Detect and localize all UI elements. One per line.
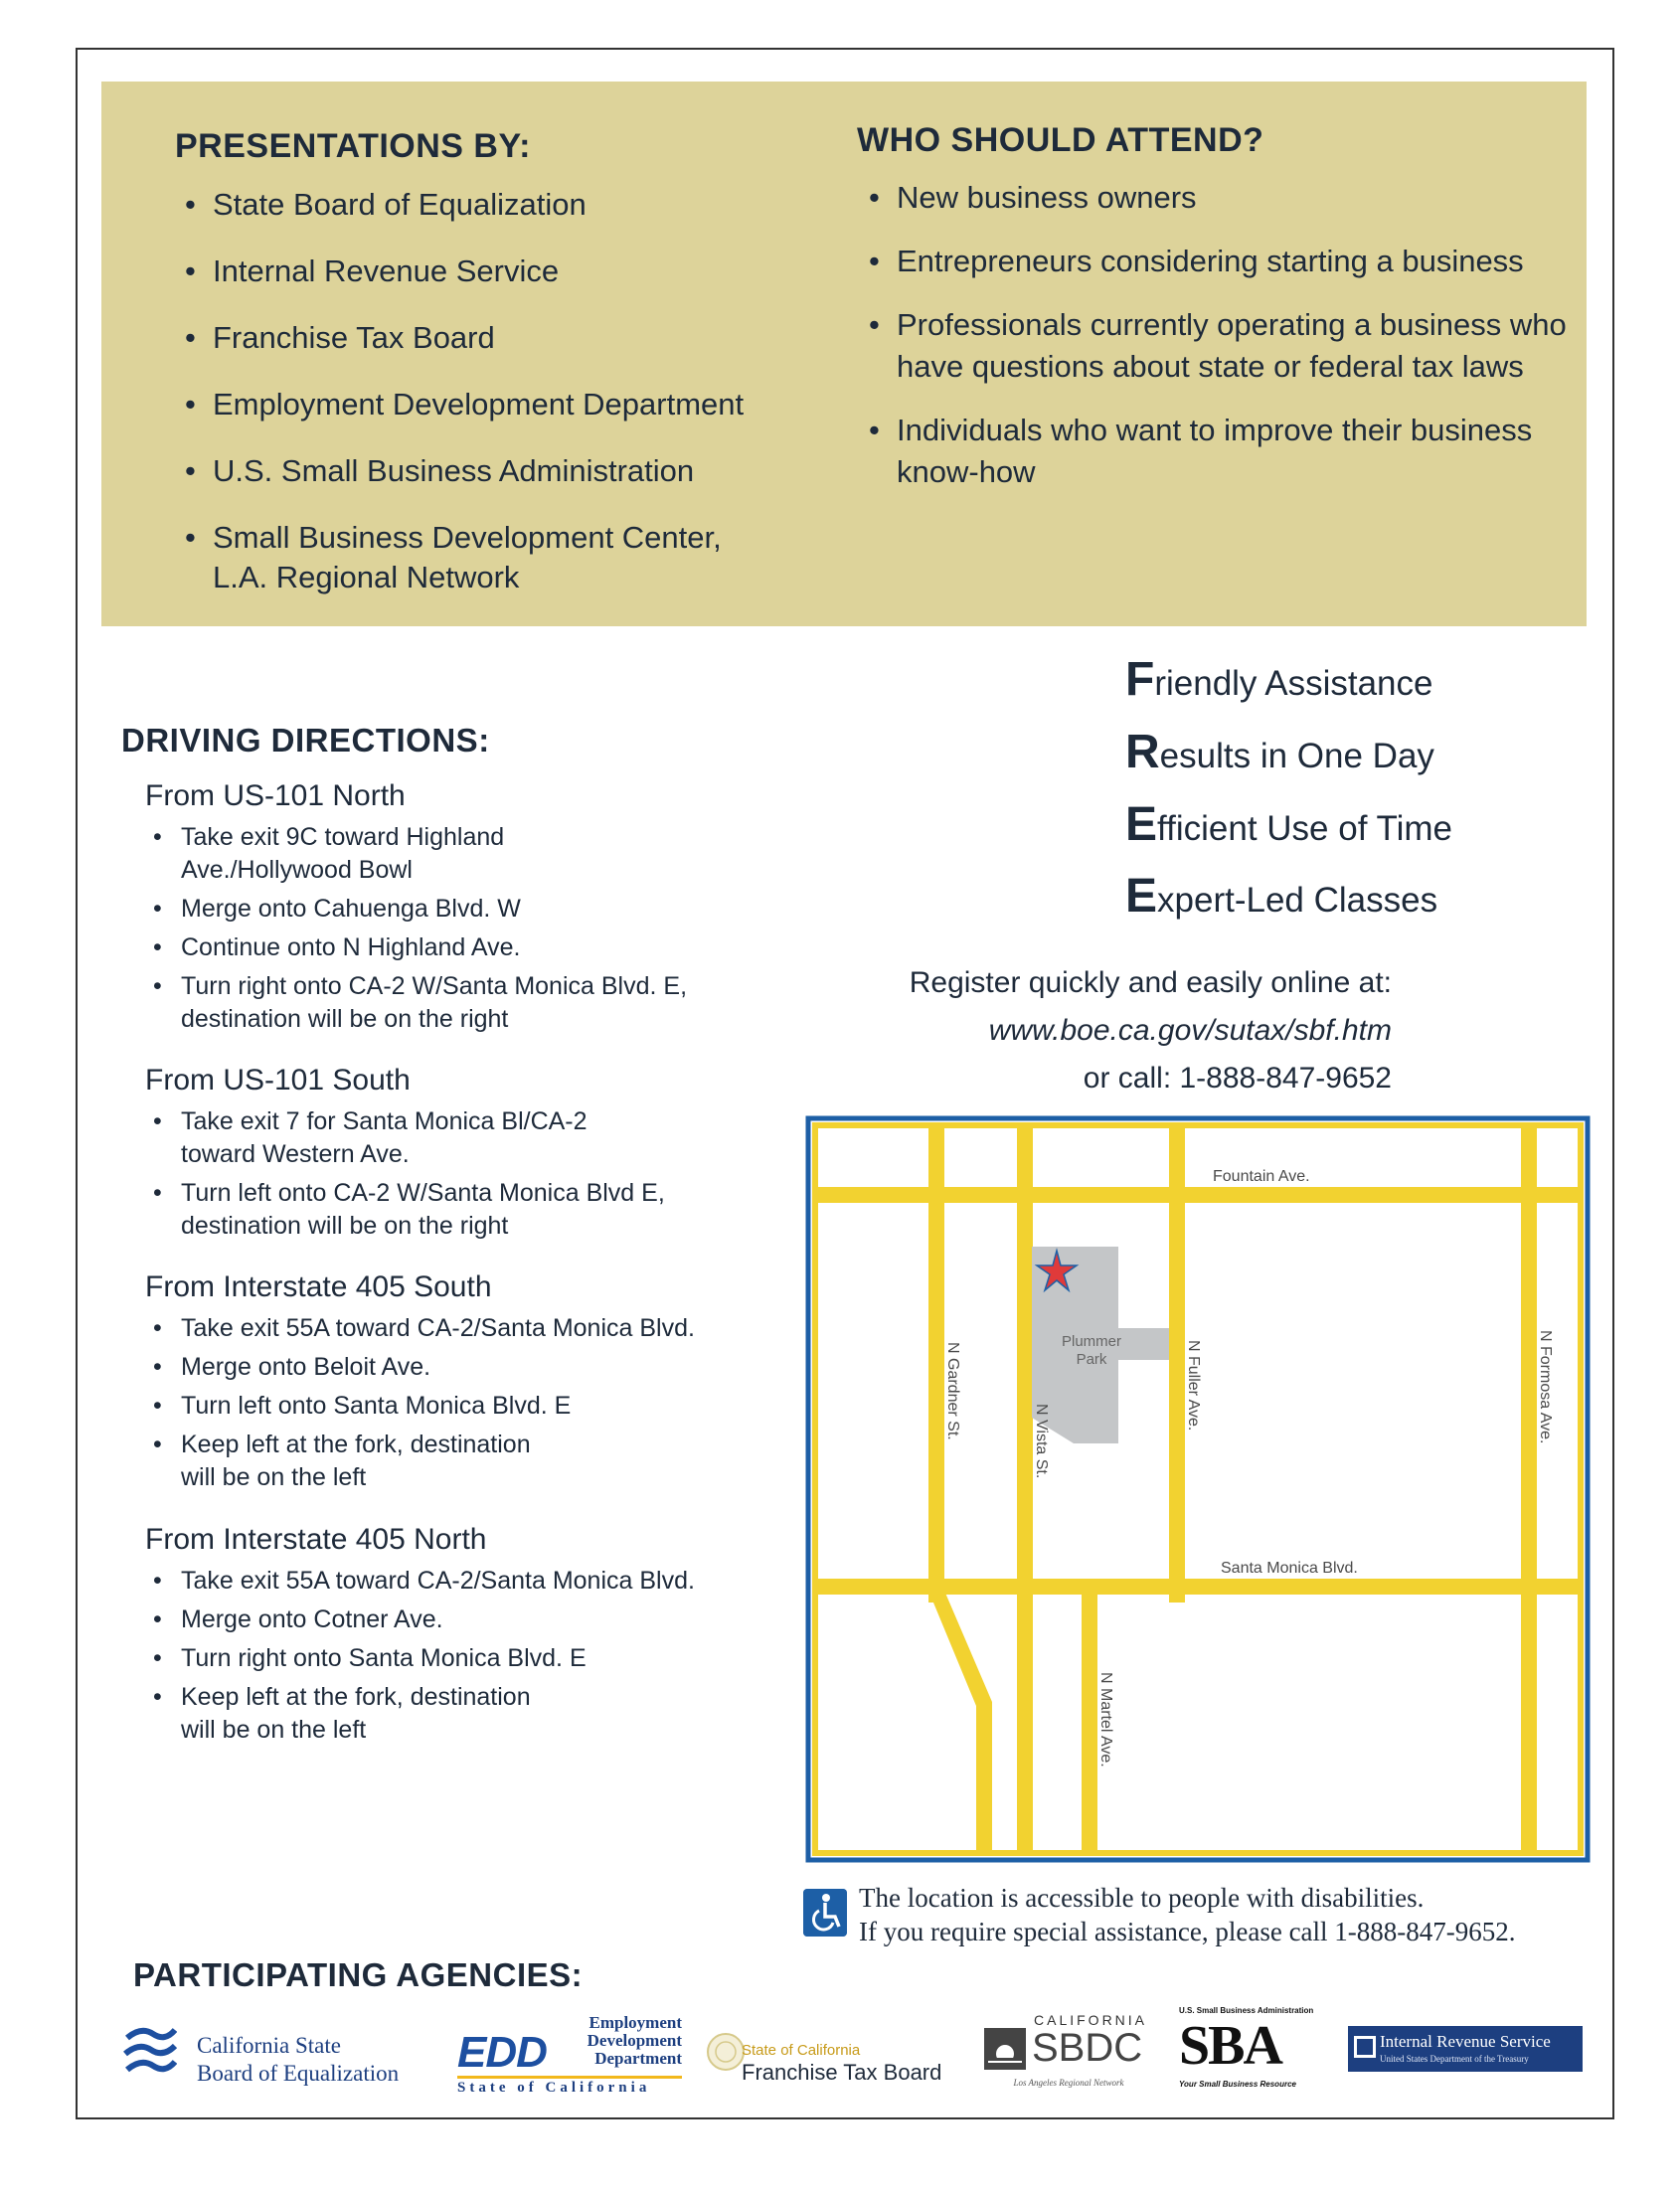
edd-logo: [457, 2010, 686, 2100]
list-item: • Internal Revenue Service: [179, 252, 835, 291]
ftb-seal-icon: [706, 2032, 746, 2072]
boe-logo: [123, 2018, 441, 2088]
direction-steps: [147, 1565, 763, 1753]
free-initial: E: [1125, 798, 1158, 851]
park-label: Park: [1076, 1351, 1107, 1368]
free-initial: E: [1125, 870, 1158, 923]
directions-heading: DRIVING DIRECTIONS:: [121, 722, 490, 759]
direction-group-title: From Interstate 405 North: [145, 1523, 487, 1556]
free-text: esults in One Day: [1159, 737, 1434, 775]
attendees-list: [863, 177, 1579, 515]
street-label-vista: N Vista St.: [1033, 1404, 1050, 1479]
road-formosa: [1521, 1125, 1537, 1853]
free-line-expert: [1125, 869, 1437, 924]
sbdc-top: CALIFORNIA: [1034, 2012, 1148, 2028]
list-item: • Entrepreneurs considering starting a business: [863, 241, 1579, 282]
list-item: • U.S. Small Business Administration: [179, 451, 835, 491]
ftb-state: State of California: [742, 2042, 861, 2059]
sbdc-sub: Los Angeles Regional Network: [1013, 2078, 1124, 2088]
free-text: fficient Use of Time: [1157, 809, 1452, 848]
direction-group-title: From US-101 South: [145, 1064, 411, 1096]
free-initial: F: [1125, 653, 1155, 706]
agencies-heading: PARTICIPATING AGENCIES:: [133, 1956, 584, 1993]
boe-name: California State: [197, 2033, 341, 2058]
edd-name: Employment: [588, 2013, 682, 2032]
list-item: • New business owners: [863, 177, 1579, 219]
ftb-name: Franchise Tax Board: [742, 2060, 942, 2085]
direction-step: • Turn right onto CA-2 W/Santa Monica Blvd. E, destination will be on the right: [147, 970, 748, 1036]
road-santa-monica: [815, 1579, 1581, 1595]
attend-heading: WHO SHOULD ATTEND?: [857, 121, 1264, 159]
direction-step: • Merge onto Beloit Ave.: [147, 1351, 763, 1384]
direction-step: • Continue onto N Highland Ave.: [147, 931, 744, 964]
direction-step: • Turn left onto CA-2 W/Santa Monica Blvd E, destination will be on the right: [147, 1177, 738, 1243]
direction-group-title: From Interstate 405 South: [145, 1270, 492, 1303]
sba-sub: Your Small Business Resource: [1179, 2080, 1296, 2089]
accessibility-line: If you require special assistance, please call 1-888-847-9652.: [859, 1917, 1516, 1946]
free-line-results: [1125, 725, 1434, 779]
free-text: xpert-Led Classes: [1157, 881, 1438, 920]
presenters-list: [179, 185, 835, 624]
list-item: • State Board of Equalization: [179, 185, 835, 225]
direction-steps: [147, 1312, 763, 1500]
sba-top: U.S. Small Business Administration: [1179, 2006, 1314, 2015]
boe-wave-icon: [123, 2024, 177, 2084]
wheelchair-icon: [803, 1889, 847, 1937]
list-item: • Individuals who want to improve their business know-how: [863, 410, 1579, 493]
direction-step: • Keep left at the fork, destination will be on the left: [147, 1429, 559, 1494]
boe-name: Board of Equalization: [197, 2061, 400, 2086]
street-label-gardner: N Gardner St.: [944, 1342, 961, 1440]
direction-step: • Take exit 55A toward CA-2/Santa Monica Blvd.: [147, 1565, 763, 1598]
direction-step: • Turn left onto Santa Monica Blvd. E: [147, 1390, 763, 1423]
irs-eagle-icon: [1354, 2036, 1376, 2058]
direction-step: • Keep left at the fork, destination will be on the left: [147, 1681, 559, 1747]
road-martel: [1082, 1591, 1097, 1853]
park-label: Plummer: [1061, 1333, 1122, 1350]
ftb-logo: [706, 2020, 964, 2090]
location-map: [805, 1115, 1591, 1863]
list-item: • Small Business Development Center, L.A. Regional Network: [179, 518, 769, 597]
sba-mark: SBA: [1179, 2015, 1281, 2077]
register-line: Register quickly and easily online at:: [909, 966, 1392, 999]
direction-steps: [147, 821, 744, 1042]
edd-name: Development: [587, 2031, 682, 2050]
direction-step: • Take exit 7 for Santa Monica Bl/CA-2 toward Western Ave.: [147, 1105, 658, 1171]
street-label-fountain: Fountain Ave.: [1213, 1168, 1310, 1185]
list-item: • Employment Development Department: [179, 385, 835, 424]
road-vista: [1017, 1125, 1033, 1853]
direction-step: • Turn right onto Santa Monica Blvd. E: [147, 1642, 763, 1675]
direction-step: • Take exit 55A toward CA-2/Santa Monica Blvd.: [147, 1312, 763, 1345]
free-text: riendly Assistance: [1154, 664, 1433, 703]
direction-steps: [147, 1105, 744, 1249]
sbdc-sun-icon: [984, 2028, 1026, 2070]
presentations-heading: PRESENTATIONS BY:: [175, 127, 531, 165]
edd-state: State of California: [457, 2076, 682, 2097]
direction-step: • Merge onto Cotner Ave.: [147, 1603, 763, 1636]
irs-name: Internal Revenue Service: [1380, 2032, 1551, 2051]
irs-sub: United States Department of the Treasury: [1380, 2054, 1529, 2064]
agency-logos: [119, 2006, 1600, 2106]
list-item: • Professionals currently operating a business who have questions about state or federal tax laws: [863, 304, 1579, 388]
sbdc-mark: SBDC: [1032, 2026, 1143, 2070]
edd-name: Department: [594, 2049, 682, 2068]
free-line-friendly: [1125, 652, 1432, 707]
register-phone: or call: 1-888-847-9652: [1083, 1062, 1392, 1095]
street-label-martel: N Martel Ave.: [1097, 1672, 1114, 1768]
direction-step: • Merge onto Cahuenga Blvd. W: [147, 893, 744, 926]
edd-mark: EDD: [457, 2028, 547, 2077]
map-border: [808, 1118, 1588, 1860]
street-label-fuller: N Fuller Ave.: [1185, 1340, 1202, 1432]
free-initial: R: [1125, 726, 1160, 778]
direction-step: • Take exit 9C toward Highland Ave./Hollywood Bowl: [147, 821, 539, 887]
register-url[interactable]: www.boe.ca.gov/sutax/sbf.htm: [988, 1014, 1392, 1047]
road-fountain: [815, 1187, 1581, 1203]
irs-logo: [1348, 2026, 1583, 2072]
sbdc-logo: [984, 2012, 1148, 2098]
street-label-santa-monica: Santa Monica Blvd.: [1221, 1560, 1358, 1577]
sba-logo: [1179, 2006, 1328, 2096]
free-line-efficient: [1125, 797, 1452, 852]
street-label-formosa: N Formosa Ave.: [1537, 1330, 1554, 1444]
list-item: • Franchise Tax Board: [179, 318, 835, 358]
accessibility-line: The location is accessible to people with disabilities.: [859, 1883, 1425, 1913]
direction-group-title: From US-101 North: [145, 779, 406, 812]
